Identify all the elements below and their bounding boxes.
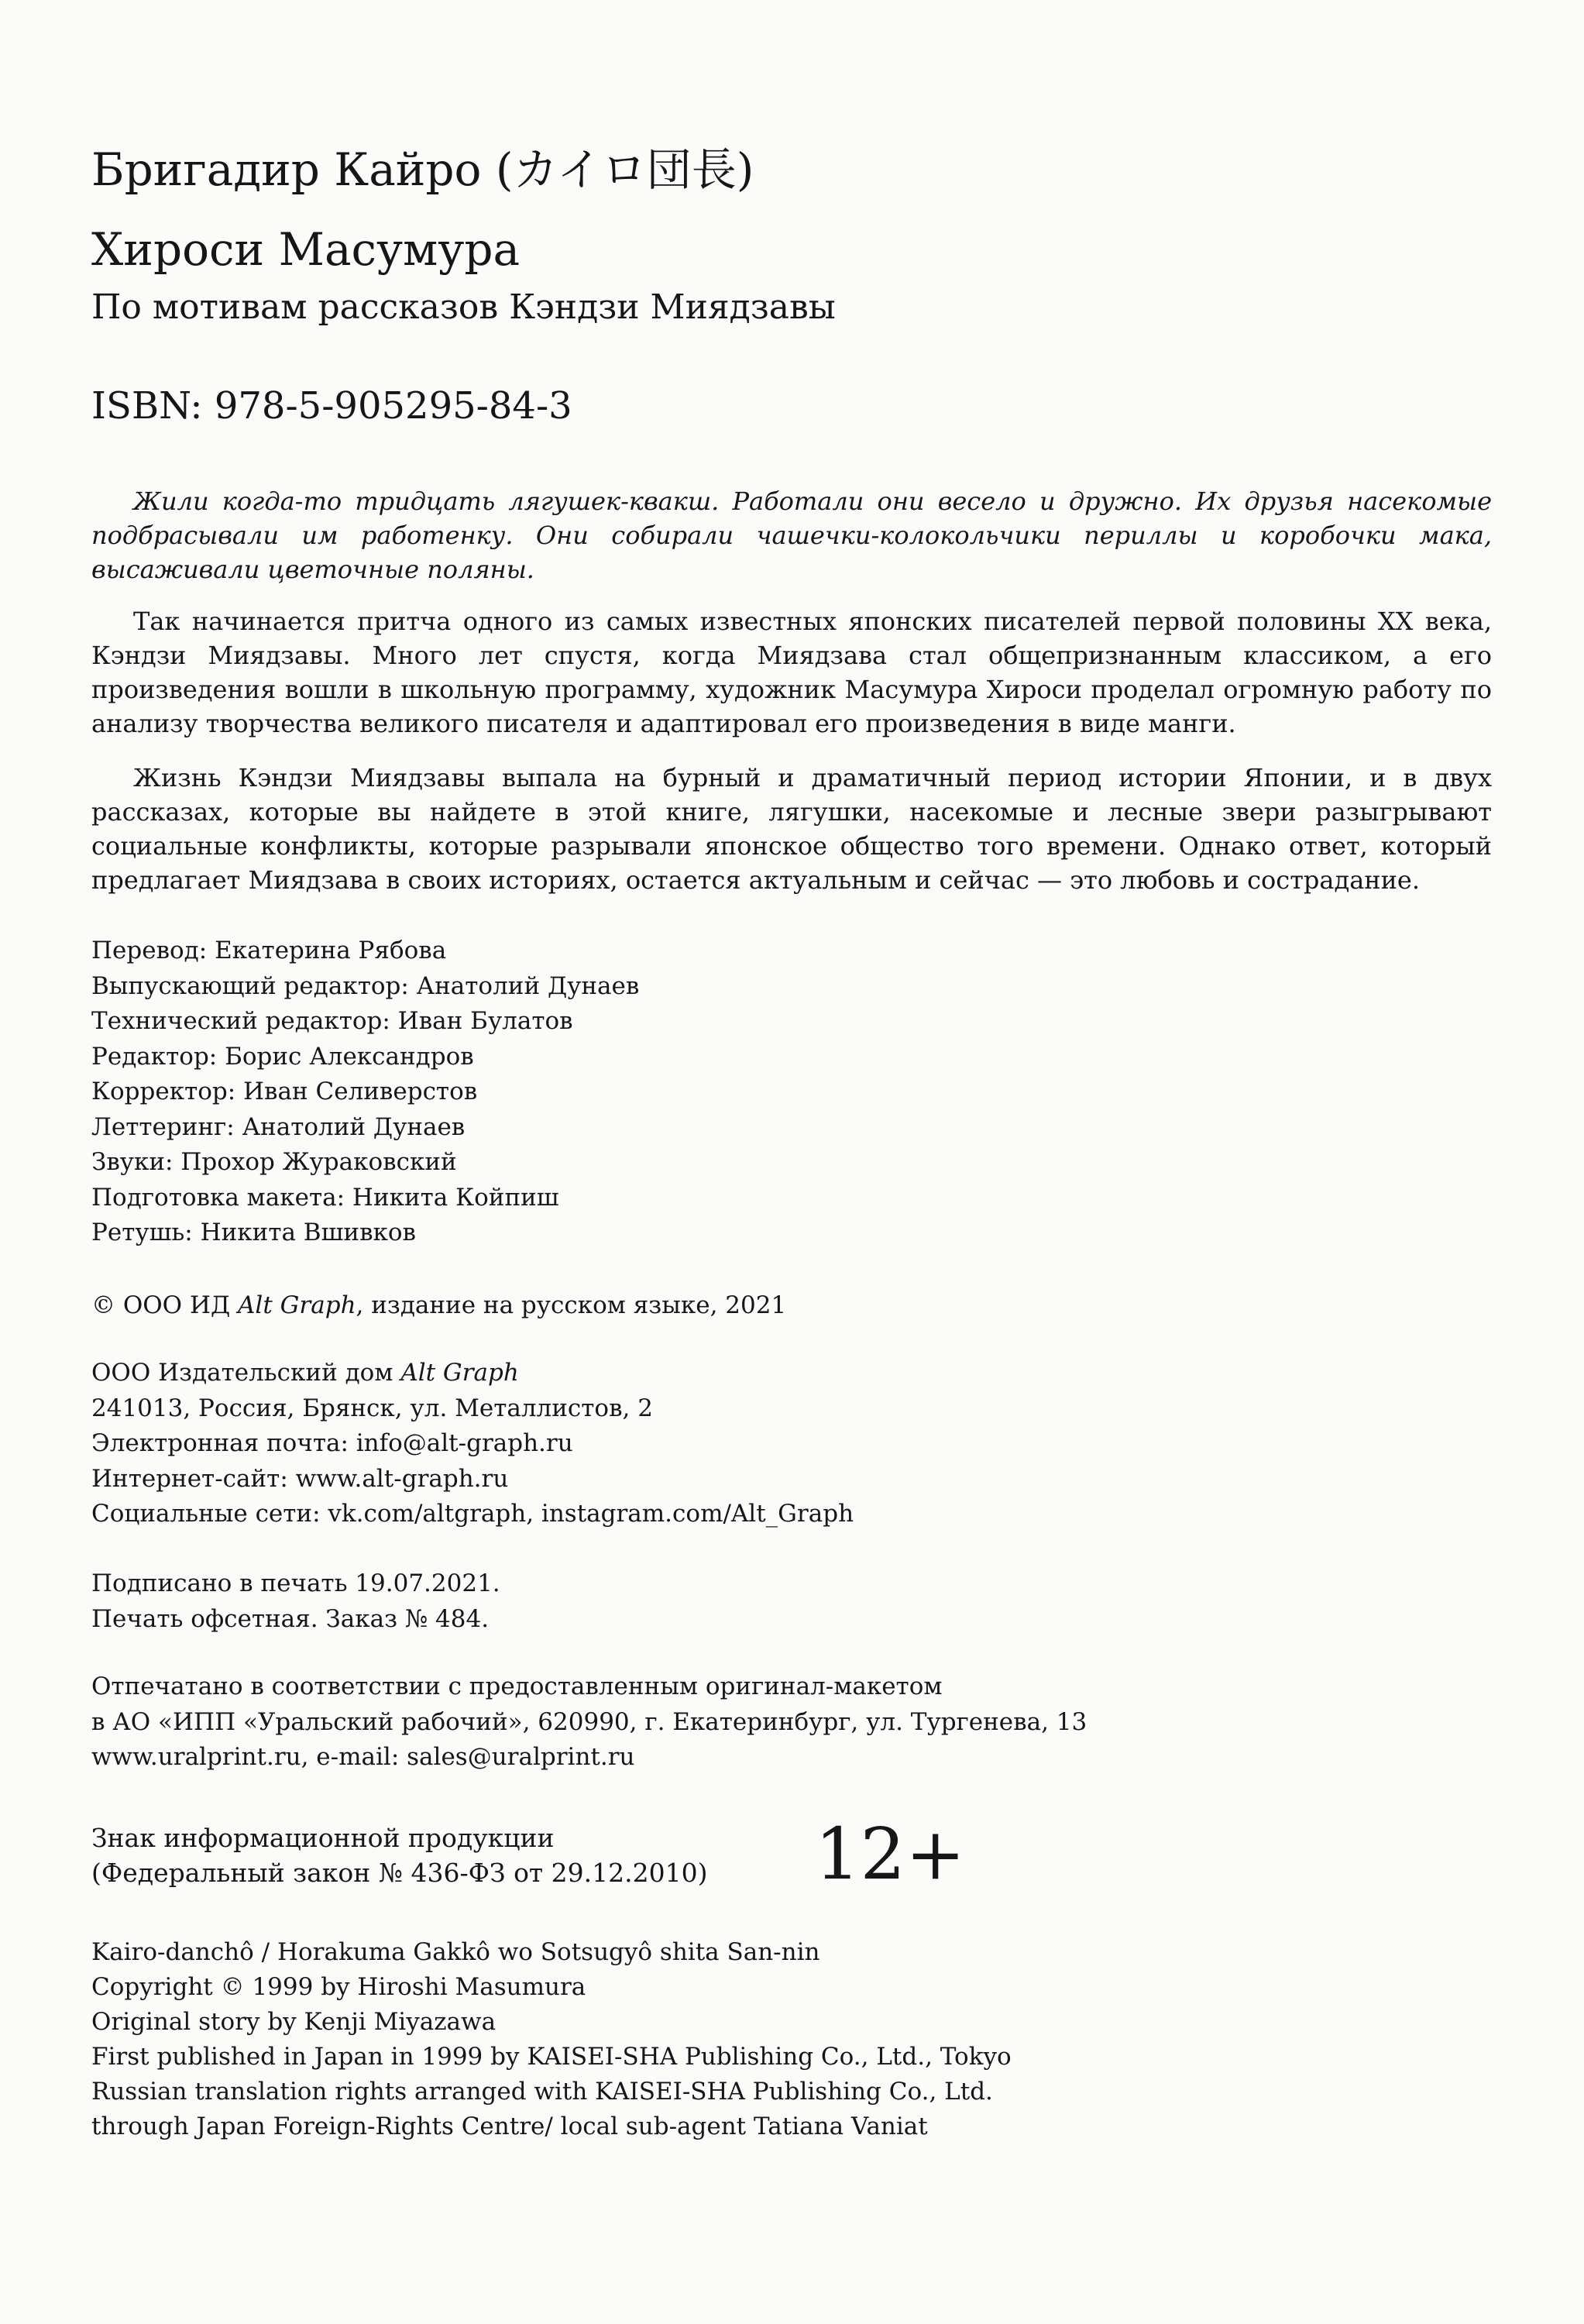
publisher-address: 241013, Россия, Брянск, ул. Металлистов, 2 [91,1394,653,1422]
print-line: Подписано в печать 19.07.2021. [91,1569,500,1597]
original-line: through Japan Foreign-Rights Centre/ local sub-agent Tatiana Vaniat [91,2113,928,2140]
intro-paragraph: Жили когда-то тридцать лягушек-квакш. Работали они весело и дружно. Их друзья насекомые подбрасывали им работенку. Они собирали чашечки-колокольчики периллы и коробочки мака, высаживали цветочные поляны. [91,486,1492,584]
original-line: Russian translation rights arranged with KAISEI-SHA Publishing Co., Ltd. [91,2078,993,2106]
isbn: ISBN: 978-5-905295-84-3 [91,384,572,428]
credit-line: Леттеринг: Анатолий Дунаев [91,1112,466,1141]
publisher-email: Электронная почта: info@alt-graph.ru [91,1429,573,1457]
credit-line: Перевод: Екатерина Рябова [91,937,447,964]
publisher-info [91,1356,854,1532]
credits-list [91,933,639,1251]
printer-info [91,1669,1087,1776]
original-line: Kairo-danchô / Horakuma Gakkô wo Sotsugyô shita San-nin [91,1938,820,1966]
print-line: Печать офсетная. Заказ № 484. [91,1604,490,1633]
publisher-brand: Alt Graph [400,1359,519,1387]
copyright-prefix: © ООО ИД [91,1291,239,1319]
original-edition-info [91,1935,1012,2144]
info-sign-line: Знак информационной продукции [91,1823,555,1853]
copyright-russian [91,1288,786,1324]
printer-line: www.uralprint.ru, e-mail: sales@uralprint.ru [91,1743,635,1771]
publisher-website: Интернет-сайт: www.alt-graph.ru [91,1464,509,1493]
original-line: Original story by Kenji Miyazawa [91,2008,497,2036]
credit-line: Редактор: Борис Александров [91,1042,474,1071]
credit-line: Подготовка макета: Никита Койпиш [91,1183,559,1212]
description-paragraph-2: Жизнь Кэндзи Миядзавы выпала на бурный и драматичный период истории Японии, и в двух рассказах, которые вы найдете в этой книге, лягушки, насекомые и лесные звери разыгрывают социальные конфликты, которые разрывали японское общество того времени. Однако ответ, который предлагает Миядзава в своих историях, остается актуальным и сейчас — это любовь и сострадание. [91,763,1492,895]
publisher-name: ООО Издательский дом [91,1359,401,1387]
credit-line: Корректор: Иван Селиверстов [91,1078,478,1105]
credit-line: Технический редактор: Иван Булатов [91,1007,573,1035]
publisher-social: Социальные сети: vk.com/altgraph, instagram.com/Alt_Graph [91,1500,854,1528]
book-author: Хироси Масумура [91,223,521,276]
info-sign-text [91,1820,708,1890]
credit-line: Ретушь: Никита Вшивков [91,1219,417,1246]
publisher-brand: Alt Graph [238,1291,356,1319]
printer-line: в АО «ИПП «Уральский рабочий», 620990, г. Екатеринбург, ул. Тургенева, 13 [91,1707,1087,1736]
book-title: Бригадир Кайро (カイロ団長) [91,143,754,196]
age-rating: 12+ [815,1813,966,1896]
print-info [91,1566,500,1637]
info-sign-law: (Федеральный закон № 436-ФЗ от 29.12.2010) [91,1858,708,1888]
book-subtitle: По мотивам рассказов Кэндзи Миядзавы [91,287,836,327]
original-line: First published in Japan in 1999 by KAISEI-SHA Publishing Co., Ltd., Tokyo [91,2043,1012,2071]
copyright-suffix: , издание на русском языке, 2021 [356,1291,787,1319]
description-paragraph: Так начинается притча одного из самых известных японских писателей первой половины XX века, Кэндзи Миядзавы. Много лет спустя, когда Миядзава стал общепризнанным классиком, а его произведения вошли в школьную программу, художник Масумура Хироси проделал огромную работу по анализу творчества великого писателя и адаптировал его произведения в виде манги. [91,607,1492,738]
credit-line: Выпускающий редактор: Анатолий Дунаев [91,971,640,1000]
printer-line: Отпечатано в соответствии с предоставленным оригинал-макетом [91,1673,943,1700]
credit-line: Звуки: Прохор Жураковский [91,1148,457,1176]
original-line: Copyright © 1999 by Hiroshi Masumura [91,1973,586,2001]
